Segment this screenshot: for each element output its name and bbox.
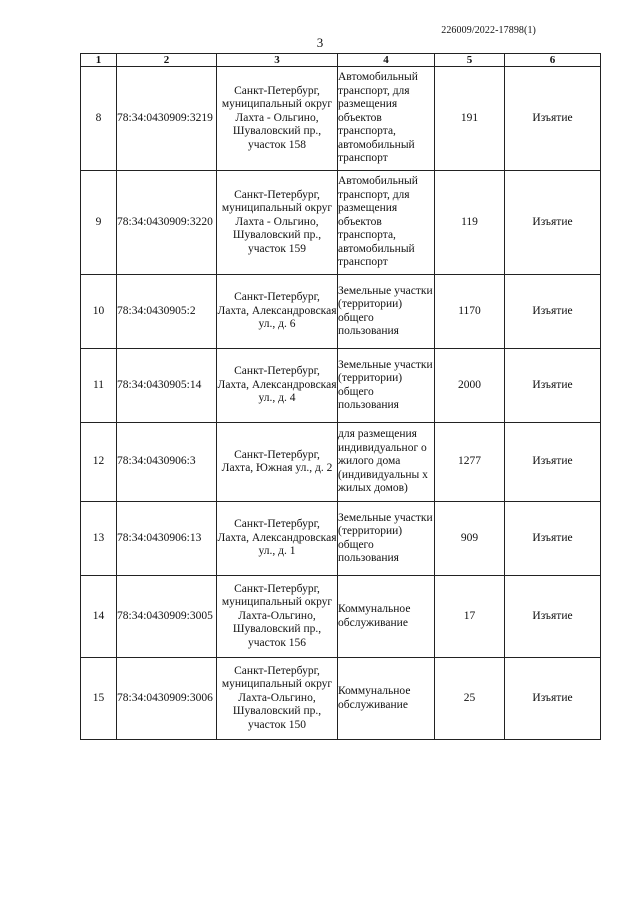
plot-address: Санкт-Петербург, муниципальный округ Лахта - Ольгино, Шуваловский пр., участок 158 bbox=[217, 67, 338, 171]
row-number: 13 bbox=[81, 502, 117, 576]
plot-address: Санкт-Петербург, Лахта, Александровская ул., д. 6 bbox=[217, 275, 338, 349]
cadastral-number: 78:34:0430909:3005 bbox=[117, 576, 217, 658]
plot-action: Изъятие bbox=[505, 349, 601, 423]
plot-action: Изъятие bbox=[505, 502, 601, 576]
table-header-row bbox=[81, 54, 601, 67]
permitted-use: Коммунальное обслуживание bbox=[338, 658, 435, 740]
plot-action: Изъятие bbox=[505, 275, 601, 349]
table-row bbox=[81, 423, 601, 502]
plot-address: Санкт-Петербург, муниципальный округ Лахта-Ольгино, Шуваловский пр., участок 150 bbox=[217, 658, 338, 740]
permitted-use: Автомобильный транспорт, для размещения объектов транспорта, автомобильный транспорт bbox=[338, 67, 435, 171]
plot-area: 2000 bbox=[435, 349, 505, 423]
land-plots-table bbox=[80, 53, 601, 740]
table-row bbox=[81, 67, 601, 171]
permitted-use: Автомобильный транспорт, для размещения объектов транспорта, автомобильный транспорт bbox=[338, 171, 435, 275]
column-header: 5 bbox=[435, 54, 505, 67]
row-number: 10 bbox=[81, 275, 117, 349]
row-number: 15 bbox=[81, 658, 117, 740]
plot-area: 25 bbox=[435, 658, 505, 740]
page-number: 3 bbox=[316, 35, 324, 50]
row-number: 8 bbox=[81, 67, 117, 171]
cadastral-number: 78:34:0430909:3006 bbox=[117, 658, 217, 740]
column-header: 4 bbox=[338, 54, 435, 67]
plot-address: Санкт-Петербург, муниципальный округ Лахта-Ольгино, Шуваловский пр., участок 156 bbox=[217, 576, 338, 658]
plot-action: Изъятие bbox=[505, 67, 601, 171]
plot-area: 191 bbox=[435, 67, 505, 171]
cadastral-number: 78:34:0430905:2 bbox=[117, 275, 217, 349]
column-header: 6 bbox=[505, 54, 601, 67]
cadastral-number: 78:34:0430909:3220 bbox=[117, 171, 217, 275]
plot-area: 909 bbox=[435, 502, 505, 576]
permitted-use: для размещения индивидуальног о жилого дома (индивидуальны х жилых домов) bbox=[338, 423, 435, 502]
cadastral-number: 78:34:0430909:3219 bbox=[117, 67, 217, 171]
plot-area: 1277 bbox=[435, 423, 505, 502]
column-header: 2 bbox=[117, 54, 217, 67]
plot-area: 17 bbox=[435, 576, 505, 658]
cadastral-number: 78:34:0430906:13 bbox=[117, 502, 217, 576]
table-row bbox=[81, 349, 601, 423]
plot-action: Изъятие bbox=[505, 423, 601, 502]
plot-address: Санкт-Петербург, Лахта, Южная ул., д. 2 bbox=[217, 423, 338, 502]
table-row bbox=[81, 658, 601, 740]
table-row bbox=[81, 576, 601, 658]
row-number: 12 bbox=[81, 423, 117, 502]
column-header: 3 bbox=[217, 54, 338, 67]
row-number: 9 bbox=[81, 171, 117, 275]
plot-action: Изъятие bbox=[505, 171, 601, 275]
permitted-use: Земельные участки (территории) общего пользования bbox=[338, 502, 435, 576]
column-header: 1 bbox=[81, 54, 117, 67]
table-row bbox=[81, 275, 601, 349]
plot-area: 119 bbox=[435, 171, 505, 275]
table-row bbox=[81, 502, 601, 576]
row-number: 14 bbox=[81, 576, 117, 658]
plot-address: Санкт-Петербург, муниципальный округ Лахта - Ольгино, Шуваловский пр., участок 159 bbox=[217, 171, 338, 275]
row-number: 11 bbox=[81, 349, 117, 423]
plot-address: Санкт-Петербург, Лахта, Александровская ул., д. 4 bbox=[217, 349, 338, 423]
plot-address: Санкт-Петербург, Лахта, Александровская ул., д. 1 bbox=[217, 502, 338, 576]
plot-area: 1170 bbox=[435, 275, 505, 349]
document-number: 226009/2022-17898(1) bbox=[441, 25, 536, 36]
table-row bbox=[81, 171, 601, 275]
plot-action: Изъятие bbox=[505, 658, 601, 740]
permitted-use: Коммунальное обслуживание bbox=[338, 576, 435, 658]
permitted-use: Земельные участки (территории) общего пользования bbox=[338, 349, 435, 423]
plot-action: Изъятие bbox=[505, 576, 601, 658]
permitted-use: Земельные участки (территории) общего пользования bbox=[338, 275, 435, 349]
cadastral-number: 78:34:0430906:3 bbox=[117, 423, 217, 502]
cadastral-number: 78:34:0430905:14 bbox=[117, 349, 217, 423]
